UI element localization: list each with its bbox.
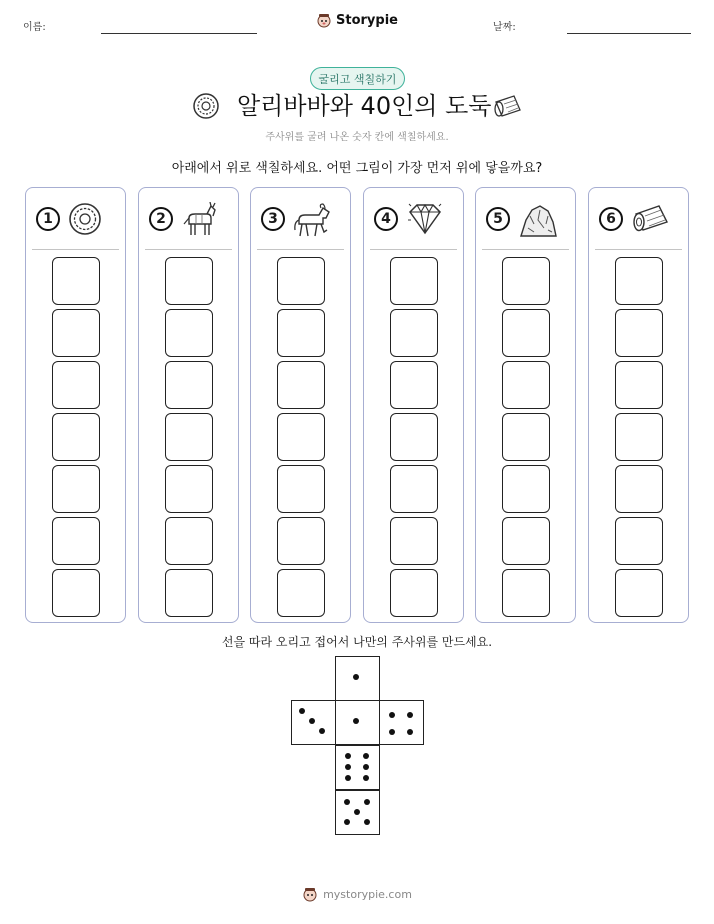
color-cell[interactable]	[390, 361, 438, 409]
column-divider	[595, 249, 682, 250]
diamond-icon	[406, 202, 444, 236]
die-face-5	[335, 790, 380, 835]
cell-stack	[277, 257, 325, 621]
pip	[345, 775, 351, 781]
die-face-4	[379, 700, 424, 745]
color-cell[interactable]	[502, 465, 550, 513]
subtitle: 주사위를 굴려 나온 숫자 칸에 색칠하세요.	[265, 132, 449, 143]
die-face-3	[291, 700, 336, 745]
color-cell[interactable]	[165, 361, 213, 409]
column-divider	[145, 249, 232, 250]
color-cell[interactable]	[502, 361, 550, 409]
brand-logo	[0, 12, 714, 28]
pip	[364, 799, 370, 805]
column-number: 1	[36, 207, 60, 231]
storypie-mascot-icon	[302, 886, 318, 902]
color-cell[interactable]	[390, 517, 438, 565]
footer-url[interactable]: mystorypie.com	[323, 887, 412, 901]
pip	[363, 753, 369, 759]
date-line	[567, 33, 691, 34]
color-cell[interactable]	[615, 309, 663, 357]
color-cell[interactable]	[615, 517, 663, 565]
track-column-1	[25, 187, 126, 623]
donkey-icon	[181, 202, 219, 238]
pip	[407, 712, 413, 718]
pip	[345, 764, 351, 770]
color-cell[interactable]	[502, 413, 550, 461]
color-cell[interactable]	[390, 569, 438, 617]
column-number: 6	[599, 207, 623, 231]
pip	[407, 729, 413, 735]
color-cell[interactable]	[52, 257, 100, 305]
color-cell[interactable]	[390, 465, 438, 513]
color-cell[interactable]	[615, 465, 663, 513]
color-cell[interactable]	[52, 465, 100, 513]
color-cell[interactable]	[502, 569, 550, 617]
color-cell[interactable]	[277, 361, 325, 409]
date-label: 날짜:	[493, 22, 516, 33]
color-cell[interactable]	[502, 517, 550, 565]
pip	[344, 819, 350, 825]
color-cell[interactable]	[165, 517, 213, 565]
pip	[344, 799, 350, 805]
die-face-1	[335, 700, 380, 745]
color-cell[interactable]	[615, 569, 663, 617]
column-number: 3	[261, 207, 285, 231]
horse-icon	[293, 202, 333, 240]
carpet-roll-icon	[492, 92, 522, 120]
cell-stack	[502, 257, 550, 621]
pip	[345, 753, 351, 759]
track-column-5	[475, 187, 576, 623]
color-cell[interactable]	[390, 309, 438, 357]
color-cell[interactable]	[502, 257, 550, 305]
cell-stack	[165, 257, 213, 621]
coin-icon	[68, 202, 102, 236]
column-divider	[32, 249, 119, 250]
color-cell[interactable]	[277, 517, 325, 565]
coin-icon	[192, 92, 220, 120]
color-cell[interactable]	[615, 257, 663, 305]
color-cell[interactable]	[277, 309, 325, 357]
color-cell[interactable]	[165, 569, 213, 617]
pip	[363, 775, 369, 781]
storypie-mascot-icon	[316, 12, 332, 28]
pip	[353, 674, 359, 680]
die-face-6	[335, 745, 380, 790]
name-label: 이름:	[23, 22, 46, 33]
cell-stack	[390, 257, 438, 621]
track-column-6	[588, 187, 689, 623]
track-column-2	[138, 187, 239, 623]
color-cell[interactable]	[502, 309, 550, 357]
color-cell[interactable]	[277, 257, 325, 305]
instruction: 아래에서 위로 색칠하세요. 어떤 그림이 가장 먼저 위에 닿을까요?	[171, 161, 543, 176]
column-number: 5	[486, 207, 510, 231]
color-cell[interactable]	[52, 309, 100, 357]
brand-name: Storypie	[336, 12, 398, 28]
color-cell[interactable]	[165, 309, 213, 357]
color-cell[interactable]	[52, 361, 100, 409]
dice-caption: 선을 따라 오리고 접어서 나만의 주사위를 만드세요.	[221, 635, 493, 649]
color-cell[interactable]	[165, 465, 213, 513]
name-line	[101, 33, 257, 34]
color-cell[interactable]	[52, 569, 100, 617]
pip	[353, 718, 359, 724]
color-cell[interactable]	[52, 413, 100, 461]
footer	[0, 886, 714, 902]
color-cell[interactable]	[277, 569, 325, 617]
track-column-4	[363, 187, 464, 623]
color-cell[interactable]	[277, 413, 325, 461]
color-cell[interactable]	[615, 361, 663, 409]
column-divider	[257, 249, 344, 250]
pip	[309, 718, 315, 724]
color-cell[interactable]	[390, 413, 438, 461]
column-number: 4	[374, 207, 398, 231]
page-title: 알리바바와 40인의 도둑	[237, 92, 492, 120]
die-face-1	[335, 656, 380, 701]
pip	[389, 729, 395, 735]
title-row	[0, 88, 714, 124]
color-cell[interactable]	[390, 257, 438, 305]
pip	[389, 712, 395, 718]
rock-icon	[518, 202, 558, 240]
pip	[364, 819, 370, 825]
pip	[299, 708, 305, 714]
color-cell[interactable]	[277, 465, 325, 513]
color-cell[interactable]	[165, 413, 213, 461]
activity-badge: 굴리고 색칠하기	[310, 67, 405, 90]
pip	[354, 809, 360, 815]
color-cell[interactable]	[165, 257, 213, 305]
color-cell[interactable]	[52, 517, 100, 565]
pip	[319, 728, 325, 734]
carpet-roll-icon	[631, 202, 671, 236]
column-number: 2	[149, 207, 173, 231]
column-divider	[370, 249, 457, 250]
pip	[363, 764, 369, 770]
column-divider	[482, 249, 569, 250]
color-cell[interactable]	[615, 413, 663, 461]
cell-stack	[52, 257, 100, 621]
track-column-3	[250, 187, 351, 623]
cell-stack	[615, 257, 663, 621]
